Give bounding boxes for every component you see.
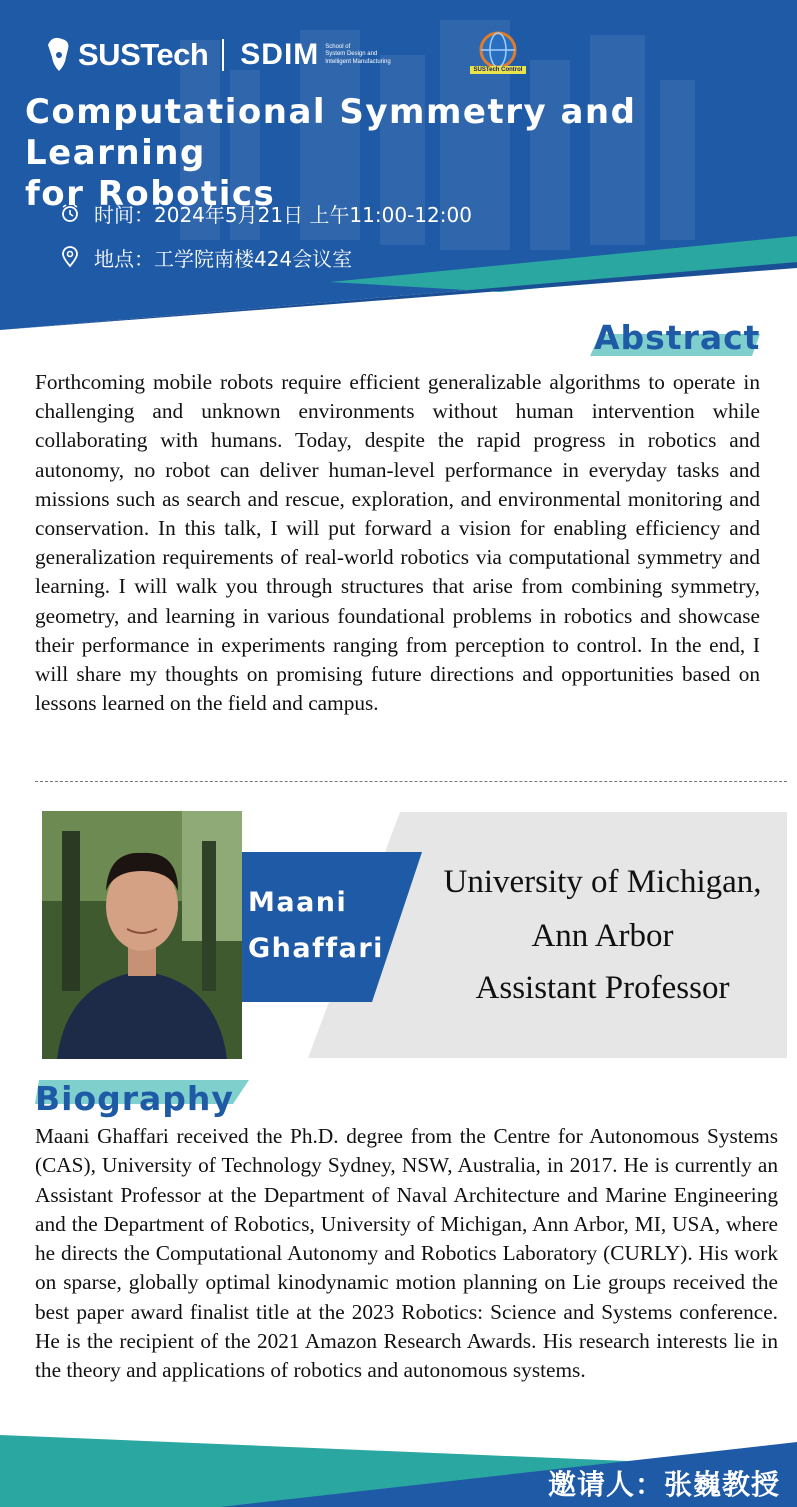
sdim-logo: SDIM <box>240 38 320 71</box>
speaker-position: Assistant Professor <box>475 970 730 1006</box>
biography-text: Maani Ghaffari received the Ph.D. degree from the Centre for Autonomous Systems (CAS), University of Technology Sydney, NSW, Australia, in 2017. He is currently an Assistant Professor at the Department of Naval Architecture and Marine Engineering and the Department of Robotics, University of Michigan, Ann Arbor, MI, USA, where he directs the Computational Autonomy and Robotics Laboratory (CURLY). His work on sparse, globally optimal kinodynamic motion planning on Lie groups received the best paper award finalist title at the 2023 Robotics: Science and Systems conference. He is the recipient of the 2021 Amazon Research Awards. His research interests lie in the theory and applications of robotics and autonomous systems. <box>35 1124 778 1383</box>
abstract-text: Forthcoming mobile robots require efficient generalizable algorithms to operate in challenging and unknown environments without human intervention while collaborating with humans. Today, despite the rapid progress in robotics and autonomy, no robot can deliver human-level performance in everyday tasks and missions such as search and rescue, exploration, and environmental monitoring and conservation. In this talk, I will put forward a vision for enabling efficiency and generalization requirements of real-world robotics via computational symmetry and learning. I will walk you through structures that arise from combining symmetry, geometry, and learning in various foundational problems in robotics and showcase their performance in experiments ranging from perception to control. In the end, I will share my thoughts on promising future directions and opportunities based on lessons learned on the field and campus. <box>35 370 760 716</box>
speaker-name: Maani Ghaffari <box>248 887 384 964</box>
logo-row <box>44 30 405 80</box>
abstract-heading: Abstract <box>594 318 761 357</box>
section-divider <box>35 781 787 782</box>
sdim-subtitle: School of System Design and Intelligent Manufacturing <box>325 43 391 65</box>
time-text: 时间：2024年5月21日 上午11:00-12:00 <box>94 202 472 227</box>
speaker-location: Ann Arbor <box>531 918 674 954</box>
control-lab-logo: SUSTech Control <box>470 30 526 76</box>
time-row <box>60 198 472 228</box>
location-row <box>60 242 352 272</box>
inviter-text: 邀请人：张巍教授 <box>548 1468 781 1501</box>
location-pin-icon <box>60 246 80 268</box>
speaker-photo <box>42 811 242 1059</box>
alarm-clock-icon <box>60 203 80 223</box>
sustech-logo: SUSTech <box>44 35 208 75</box>
logo-divider <box>222 39 224 71</box>
globe-icon <box>478 30 518 70</box>
speaker-university: University of Michigan, <box>443 864 762 900</box>
biography-heading: Biography <box>35 1079 234 1118</box>
talk-title: Computational Symmetry and Learning for Robotics <box>25 92 637 214</box>
header-banner <box>0 0 797 330</box>
location-text: 地点：工学院南楼424会议室 <box>94 246 353 271</box>
sustech-emblem-icon <box>44 35 74 75</box>
